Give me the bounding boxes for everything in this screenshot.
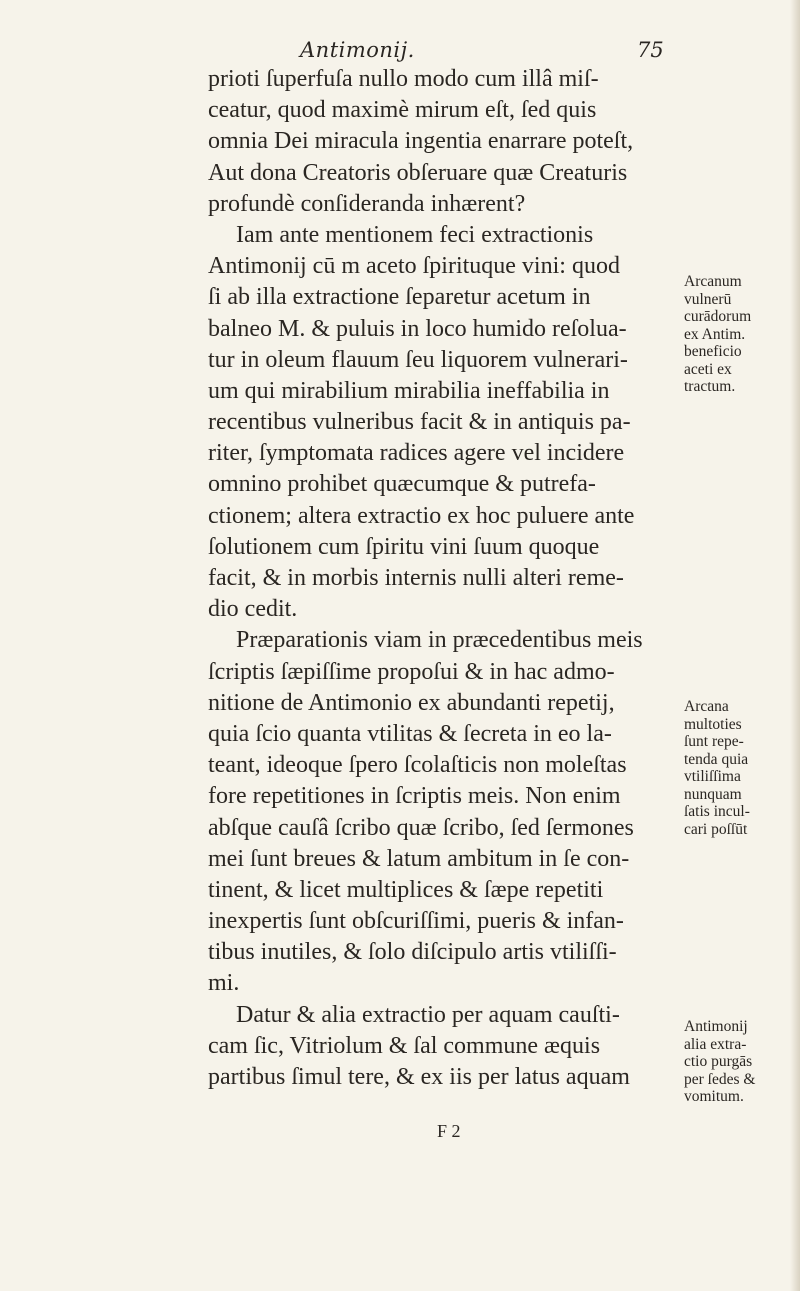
text-line: ſolutionem cum ſpiritu vini ſuum quoque <box>208 533 600 560</box>
signature-mark: F 2 <box>437 1121 461 1141</box>
running-head: Antimonij. <box>300 38 415 62</box>
text-line: dio cedit. <box>208 596 298 623</box>
text-line: tibus inutiles, & ſolo diſcipulo artis vtiliſſi- <box>208 939 617 966</box>
margin-note-line: cari poſſūt <box>684 820 748 838</box>
text-line: tur in oleum flauum ſeu liquorem vulnerari- <box>208 346 628 373</box>
text-line: ſcriptis ſæpiſſime propoſui & in hac admo- <box>208 658 615 685</box>
margin-note-line: vomitum. <box>684 1088 744 1105</box>
page-header <box>0 34 800 64</box>
margin-note-line: ſatis incul- <box>684 803 750 820</box>
margin-note-line: ſunt repe- <box>684 733 744 750</box>
margin-note-line: tenda quia <box>684 750 749 768</box>
text-line: teant, ideoque ſpero ſcolaſticis non moleſtas <box>208 752 627 779</box>
text-line: um qui mirabilium mirabilia ineffabilia in <box>208 377 610 404</box>
margin-note-line: beneficio <box>684 343 742 360</box>
text-line: ſi ab illa extractione ſeparetur acetum in <box>208 284 591 311</box>
margin-note-line: alia extra- <box>684 1035 747 1053</box>
text-line: omnia Dei miracula ingentia enarrare poteſt, <box>208 128 634 155</box>
margin-note-line: Antimonij <box>684 1018 748 1035</box>
text-line: balneo M. & puluis in loco humido reſolua- <box>208 315 627 342</box>
text-line: partibus ſimul tere, & ex iis per latus aquam <box>208 1064 630 1090</box>
margin-note-arcanum-vulnerum <box>684 273 794 396</box>
text-line: riter, ſymptomata radices agere vel incidere <box>208 440 625 467</box>
margin-note-line: vulnerū <box>684 290 732 308</box>
text-line: Aut dona Creatoris obſeruare quæ Creaturis <box>208 159 628 186</box>
text-line: tinent, & licet multiplices & ſæpe repetiti <box>208 876 604 903</box>
text-line: nitione de Antimonio ex abundanti repetij, <box>208 689 615 716</box>
text-line: Antimonij cū m aceto ſpirituque vini: quod <box>208 253 620 280</box>
text-line: fore repetitiones in ſcriptis meis. Non enim <box>208 783 621 810</box>
margin-note-line: ctio purgās <box>684 1053 753 1070</box>
margin-note-line: curādorum <box>684 308 752 325</box>
text-line: mei ſunt breues & latum ambitum in ſe con- <box>208 845 630 872</box>
text-line: omnino prohibet quæcumque & putrefa- <box>208 471 596 498</box>
text-line: abſque cauſâ ſcribo quæ ſcribo, ſed ſermones <box>208 814 634 841</box>
text-line: prioti ſuperfuſa nullo modo cum illâ miſ- <box>208 66 599 92</box>
text-line: profundè conſiderandа inhærent? <box>208 190 526 217</box>
text-line: Iam ante mentionem feci extractionis <box>236 221 594 248</box>
text-line: quia ſcio quanta vtilitas & ſecreta in eo la- <box>208 720 612 747</box>
text-line: mi. <box>208 970 240 997</box>
margin-note-line: Arcana <box>684 698 729 715</box>
margin-note-line: nunquam <box>684 785 742 803</box>
margin-note-line: tractum. <box>684 378 736 395</box>
text-line: ctionem; altera extractio ex hoc puluere ante <box>208 502 635 529</box>
margin-note-line: vtiliſſima <box>684 768 741 785</box>
text-line: ceatur, quod maximè mirum eſt, ſed quis <box>208 97 597 124</box>
text-line: Datur & alia extractio per aquam cauſti- <box>236 1001 620 1028</box>
margin-note-antimonij-extractio <box>684 1018 794 1106</box>
margin-note-line: Arcanum <box>684 273 742 290</box>
main-text-block <box>208 64 678 1093</box>
margin-note-line: multoties <box>684 715 742 733</box>
margin-note-arcana-repetenda <box>684 698 794 838</box>
text-line: inexpertis ſunt obſcuriſſimi, pueris & infan- <box>208 908 624 935</box>
text-line: recentibus vulneribus facit & in antiquis pa- <box>208 409 631 436</box>
margin-note-line: ex Antim. <box>684 325 746 343</box>
margin-note-line: per ſedes & <box>684 1070 756 1088</box>
page-number: 75 <box>637 38 664 62</box>
page-edge-shadow <box>790 0 800 1291</box>
text-line: facit, & in morbis internis nulli alteri reme- <box>208 565 624 591</box>
text-line: Præparationis viam in præcedentibus meis <box>236 627 643 654</box>
text-line: cam ſic, Vitriolum & ſal commune æquis <box>208 1032 601 1059</box>
margin-note-line: aceti ex <box>684 360 732 378</box>
